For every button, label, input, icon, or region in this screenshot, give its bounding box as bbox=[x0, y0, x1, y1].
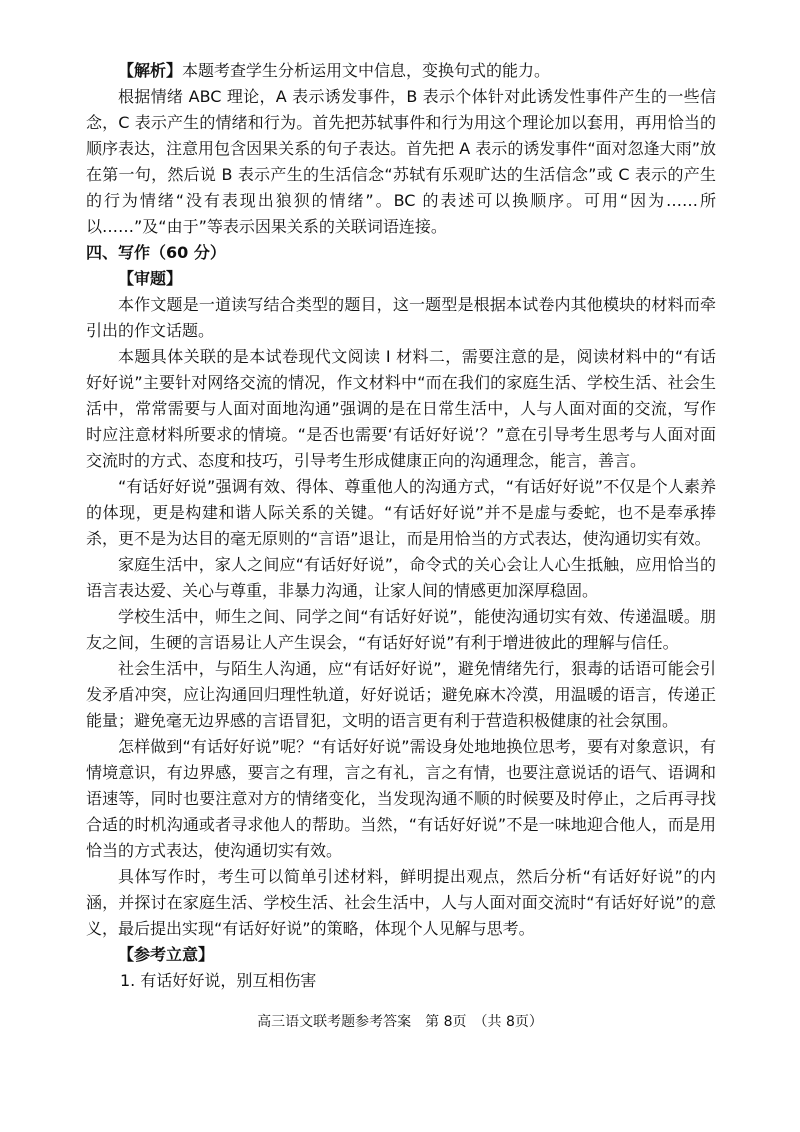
review-paragraph: 家庭生活中，家人之间应“有话好好说”，命令式的关心会让人心生抵触，应用恰当的语言表达爱、关心与尊重，非暴力沟通，让家人间的情感更加深厚稳固。 bbox=[86, 555, 716, 600]
review-paragraph: 本题具体关联的是本试卷现代文阅读 I 材料二，需要注意的是，阅读材料中的“有话好好说”主要针对网络交流的情况，作文材料中“而在我们的家庭生活、学校生活、社会生活中，常常需要与人面对面地沟通”强调的是在日常生活中，人与人面对面的交流，写作时应注意材料所要求的情境。“是否也需要‘有话好好说’？”意在引导考生思考与人面对面交流时的方式、态度和技巧，引导考生形成健康正向的沟通理念，能言，善言。 bbox=[86, 347, 716, 470]
answer-page bbox=[86, 58, 716, 994]
reference-item: 1. 有话好好说，别互相伤害 bbox=[120, 971, 317, 990]
review-paragraph: 怎样做到“有话好好说”呢？“有话好好说”需设身处地地换位思考，要有对象意识，有情境意识，有边界感，要言之有理，言之有礼，言之有情，也要注意说话的语气、语调和语速等，同时也要注意对方的情绪变化，当发现沟通不顺的时候要及时停止，之后再寻找合适的时机沟通或者寻求他人的帮助。当然，“有话好好说”不是一味地迎合他人，而是用恰当的方式表达，使沟通切实有效。 bbox=[86, 737, 716, 860]
analysis-body: 根据情绪 ABC 理论，A 表示诱发事件，B 表示个体针对此诱发性事件产生的一些信念，C 表示产生的情绪和行为。首先把苏轼事件和行为用这个理论加以套用，再用恰当的顺序表达，注意用包含因果关系的句子表达。首先把 A 表示的诱发事件“面对忽逢大雨”放在第一句，然后说 B 表示产生的生活信念“苏轼有乐观旷达的生活信念”或 C 表示的产生的行为情绪“没有表现出狼狈的情绪”。BC 的表述可以换顺序。可用“因为……所以……”及“由于”等表示因果关系的关联词语连接。 bbox=[86, 87, 716, 236]
analysis-intro-text: 本题考查学生分析运用文中信息，变换句式的能力。 bbox=[182, 61, 551, 80]
review-paragraph: 本作文题是一道读写结合类型的题目，这一题型是根据本试卷内其他模块的材料而牵引出的作文话题。 bbox=[86, 295, 716, 340]
review-paragraph: 社会生活中，与陌生人沟通，应“有话好好说”，避免情绪先行，狠毒的话语可能会引发矛盾冲突，应让沟通回归理性轨道，好好说话；避免麻木冷漠，用温暖的语言，传递正能量；避免毫无边界感的言语冒犯，文明的语言更有利于营造积极健康的社会氛围。 bbox=[86, 659, 716, 730]
page-footer: 高三语文联考题参考答案 第 8页 （共 8页） bbox=[257, 1014, 543, 1030]
analysis-intro bbox=[86, 58, 716, 84]
reference-heading: 【参考立意】 bbox=[118, 945, 215, 964]
review-paragraph: 学校生活中，师生之间、同学之间“有话好好说”，能使沟通切实有效、传递温暖。朋友之间，生硬的言语易让人产生误会，“有话好好说”有利于增进彼此的理解与信任。 bbox=[86, 607, 716, 652]
review-paragraph: “有话好好说”强调有效、得体、尊重他人的沟通方式，“有话好好说”不仅是个人素养的体现，更是构建和谐人际关系的关键。“有话好好说”并不是虚与委蛇，也不是奉承捧杀，更不是为达目的毫无原则的“言语”退让，而是用恰当的方式表达，使沟通切实有效。 bbox=[86, 477, 716, 548]
review-paragraph: 具体写作时，考生可以简单引述材料，鲜明提出观点，然后分析“有话好好说”的内涵，并探讨在家庭生活、学校生活、社会生活中，人与人面对面交流时“有话好好说”的意义，最后提出实现“有话好好说”的策略，体现个人见解与思考。 bbox=[86, 867, 716, 938]
section-title: 四、写作（60 分） bbox=[86, 243, 226, 262]
analysis-heading: 【解析】 bbox=[118, 61, 183, 80]
review-heading: 【审题】 bbox=[118, 269, 183, 288]
